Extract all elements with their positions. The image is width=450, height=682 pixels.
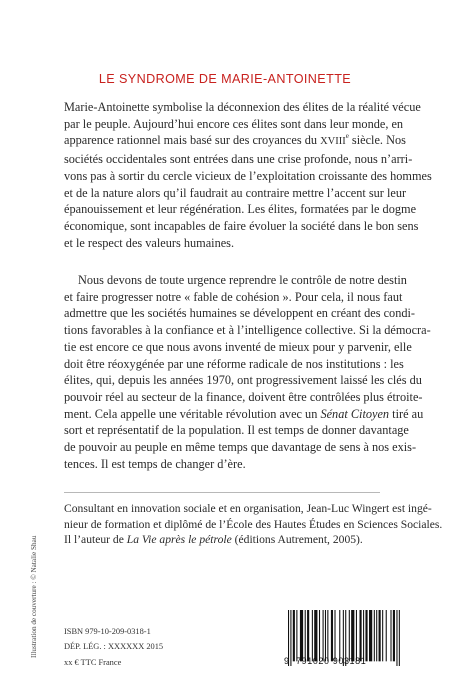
barcode-first-digit: 9 xyxy=(284,656,290,666)
text-line: par le peuple. Aujourd’hui encore ces élites sont dans leur monde, en xyxy=(64,116,404,131)
price-text: xx € TTC France xyxy=(64,657,122,667)
text-line: ment. Cela appelle une véritable révolution avec un Sénat Citoyen tiré au xyxy=(64,406,424,421)
barcode-bar xyxy=(349,610,350,661)
barcode-bar xyxy=(356,610,357,661)
isbn-text: ISBN 979-10-209-0318-1 xyxy=(64,627,151,636)
text-line: de pouvoir au peuple en même temps que davantage de sens à nos exis- xyxy=(64,440,417,455)
barcode-bar xyxy=(296,610,297,661)
barcode-bar xyxy=(382,610,383,661)
text-line: apparence rationnel mais basé sur des croyances du XVIIIe siècle. Nos xyxy=(64,132,406,148)
barcode-bar xyxy=(374,610,375,661)
barcode-bar xyxy=(363,610,364,661)
text-line: Nous devons de toute urgence reprendre le contrôle de notre destin xyxy=(78,273,407,287)
century-text: XVIII xyxy=(320,136,346,148)
text-line: tions favorables à la confiance et à l’intelligence collective. Si la démocra- xyxy=(64,323,431,338)
cover-credit: Illustration de couverture : © Natalie Shau xyxy=(30,535,38,658)
bio-line: nieur de formation et diplômé de l’École des Hautes Études en Sciences Sociales. xyxy=(64,517,443,531)
barcode-bar xyxy=(399,610,400,666)
barcode-bar xyxy=(365,610,367,661)
barcode-bar xyxy=(305,610,306,661)
barcode-bar xyxy=(339,610,340,661)
barcode-bar xyxy=(386,610,387,661)
text-line: sort et représentatif de la population. Il est temps de donner davantage xyxy=(64,423,409,438)
barcode-bar xyxy=(334,610,335,661)
barcode-number: 791020 903181 xyxy=(296,656,367,666)
text-line: épanouissement et leur régénération. Les élites, formatées par le dogme xyxy=(64,202,417,217)
text-line: tences. Il est temps de changer d’ère. xyxy=(64,456,246,471)
text-line: et le respect des valeurs humaines. xyxy=(64,235,235,250)
text-line: et faire progresser notre « fable de cohésion ». Pour cela, il nous faut xyxy=(64,289,403,304)
barcode-bar xyxy=(359,610,361,661)
barcode-bar xyxy=(314,610,317,661)
publication-info xyxy=(64,624,163,670)
barcode-bar xyxy=(396,610,397,666)
barcode-bar xyxy=(293,610,295,661)
book-title: La Vie après le pétrole xyxy=(126,533,232,546)
paragraph-1 xyxy=(64,99,432,251)
text-line: tie est encore ce que nous avons inventé de mieux pour y parvenir, elle xyxy=(64,339,412,354)
text-line: sociétés occidentales sont entrées dans une crise profonde, nous n’arri- xyxy=(64,152,413,167)
legal-deposit-text: DÉP. LÉG. : XXXXXX 2015 xyxy=(64,642,164,652)
barcode-bar xyxy=(393,610,395,661)
text-line: élites, qui, depuis les années 1970, ont progressivement laissé les clés du xyxy=(64,373,422,388)
barcode-bar xyxy=(327,610,328,661)
divider xyxy=(64,492,380,493)
text-line: admettre que les sociétés humaines se développent en créant des condi- xyxy=(64,306,416,321)
text-line: doit être réoxygénée par une réforme radicale de nos institutions : les xyxy=(64,356,404,371)
text-line: et de la nature alors qu’il faudrait au contraire mettre l’accent sur leur xyxy=(64,185,407,200)
barcode-bar xyxy=(390,610,391,661)
barcode-bar xyxy=(323,610,324,661)
barcode-bar xyxy=(312,610,313,661)
century-superscript: e xyxy=(345,132,349,141)
page-title: LE SYNDROME DE MARIE-ANTOINETTE xyxy=(98,72,352,86)
barcode-bar xyxy=(319,610,320,661)
bio-line: Consultant en innovation sociale et en organisation, Jean-Luc Wingert est ingé- xyxy=(64,502,432,515)
barcode-bar xyxy=(290,610,291,666)
author-bio xyxy=(64,501,443,548)
barcode-bar xyxy=(376,610,377,661)
barcode-bar xyxy=(325,610,326,661)
barcode-bar xyxy=(379,610,381,661)
paragraph-2 xyxy=(64,272,431,472)
barcode-bar xyxy=(300,610,303,661)
barcode-bar xyxy=(351,610,354,661)
barcode-bar xyxy=(307,610,309,661)
text-line: Marie-Antoinette symbolise la déconnexion des élites de la réalité vécue xyxy=(64,100,421,114)
text-line: pouvoir réel au secteur de la finance, doivent être contrôlées plus étroite- xyxy=(64,389,423,404)
bio-line: Il l’auteur de La Vie après le pétrole (éditions Autrement, 2005). xyxy=(64,533,363,546)
text-line: économique, sont incapables de faire évoluer la société dans le bon sens xyxy=(64,218,419,233)
barcode-bar xyxy=(369,610,372,661)
text-line: vons pas à sortir du cercle vicieux de l’exploitation croissante des hommes xyxy=(64,168,432,183)
barcode-bar xyxy=(331,610,333,661)
senat-citoyen-text: Sénat Citoyen xyxy=(320,406,390,421)
